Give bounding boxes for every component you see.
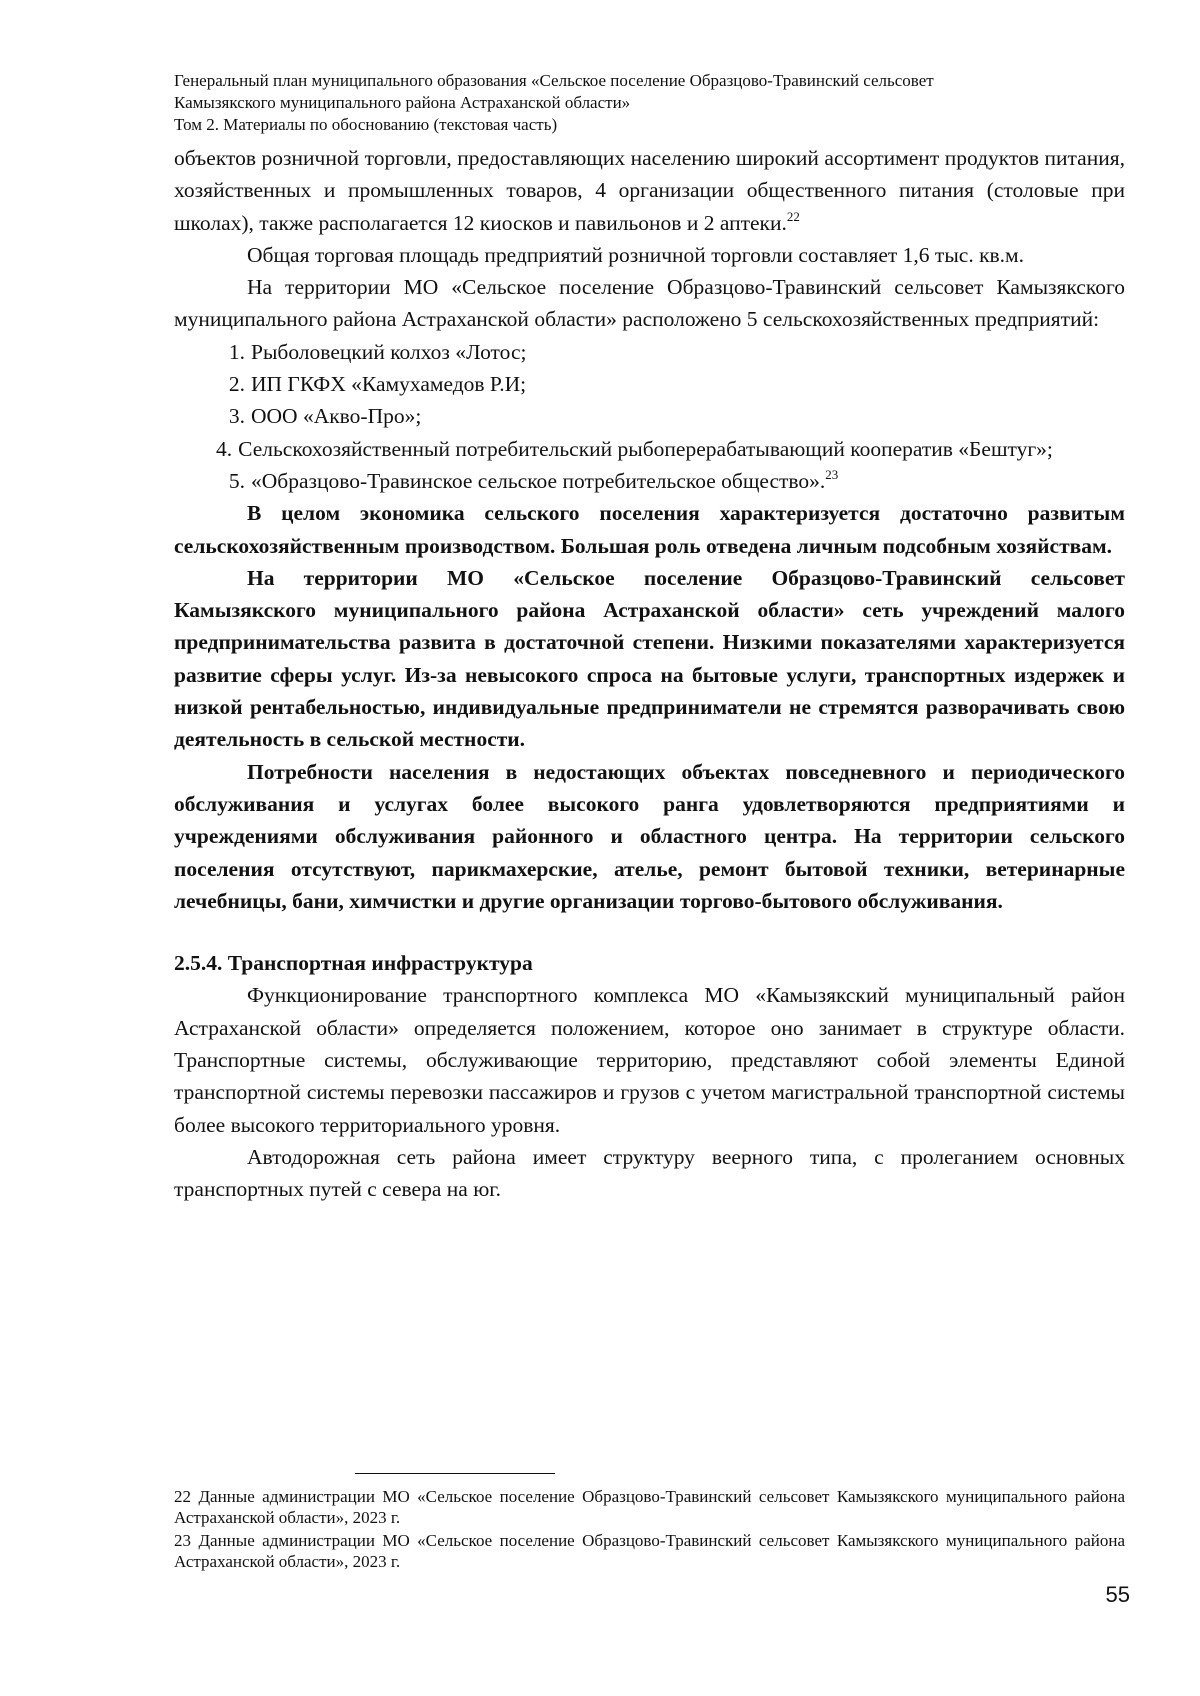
paragraph-small-business: На территории МО «Сельское поселение Образцово-Травинский сельсовет Камызякского муниципального района Астраханской области» сеть учреждений малого предпринимательства развита в достаточной степени. Низкими показателями характеризуется развитие сферы услуг. Из-за невысокого спроса на бытовые услуги, транспортных издержек и низкой рентабельностью, индивидуальные предприниматели не стремятся разворачивать свою деятельность в сельской местности. (174, 565, 1125, 752)
list-item (174, 400, 1125, 432)
header-line-2: Камызякского муниципального района Астраханской области» (174, 93, 631, 112)
footnote (174, 1486, 1125, 1528)
list-item-number: 5. (228, 468, 245, 493)
list-item (174, 336, 1125, 368)
footnote-text: Данные администрации МО «Сельское поселение Образцово-Травинский сельсовет Камызякского муниципального района Астраханской области», 2023 г. (174, 1487, 1126, 1527)
list-item-text: «Образцово-Травинское сельское потребительское общество». (251, 468, 826, 493)
list-item-text: Рыболовецкий колхоз «Лотос; (251, 339, 527, 364)
paragraph-road-network: Автодорожная сеть района имеет структуру веерного типа, с пролеганием основных транспортных путей с севера на юг. (174, 1144, 1125, 1202)
header-line-1: Генеральный план муниципального образования «Сельское поселение Образцово-Травинский сельсовет (174, 71, 934, 90)
paragraph-retail-area: Общая торговая площадь предприятий розничной торговли составляет 1,6 тыс. кв.м. (247, 242, 1025, 267)
running-header (174, 70, 1134, 136)
list-item-text: ООО «Акво-Про»; (251, 404, 422, 429)
section-gap (174, 917, 1125, 947)
footnote-number: 22 (174, 1487, 191, 1506)
list-item (174, 368, 1125, 400)
list-item-text: ИП ГКФХ «Камухамедов Р.И; (251, 372, 527, 397)
header-line-3: Том 2. Материалы по обоснованию (текстовая часть) (174, 115, 558, 134)
footnotes (174, 1486, 1125, 1574)
paragraph-services-needs: Потребности населения в недостающих объектах повседневного и периодического обслуживания и услугах более высокого ранга удовлетворяются предприятиями и учреждениями обслуживания районного и областного центра. На территории сельского поселения отсутствуют, парикмахерские, ателье, ремонт бытовой техники, ветеринарные лечебницы, бани, химчистки и другие организации торгово-бытового обслуживания. (174, 759, 1125, 913)
footnote-ref-23[interactable]: 23 (825, 466, 839, 482)
paragraph-retail (174, 142, 1125, 239)
section-heading: 2.5.4. Транспортная инфраструктура (174, 951, 533, 976)
footnote-text: Данные администрации МО «Сельское поселение Образцово-Травинский сельсовет Камызякского муниципального района Астраханской области», 2023 г. (174, 1531, 1126, 1571)
list-item-number: 2. (228, 372, 245, 397)
list-item-number: 1. (228, 339, 245, 364)
list-item (174, 465, 1125, 497)
list-item-text-wrapper (251, 465, 1125, 497)
paragraph-economy-summary: В целом экономика сельского поселения характеризуется достаточно развитым сельскохозяйственным производством. Большая роль отведена личным подсобным хозяйствам. (174, 501, 1125, 558)
footnote (174, 1530, 1125, 1572)
page-number: 55 (1105, 1582, 1130, 1607)
paragraph-transport-complex: Функционирование транспортного комплекса МО «Камызякский муниципальный район Астраханской области» определяется положением, которое оно занимает в структуре области. Транспортные системы, обслуживающие территорию, представляют собой элементы Единой транспортной системы перевозки пассажиров и грузов с учетом магистральной транспортной системы более высокого территориального уровня. (174, 983, 1125, 1137)
list-item-number: 4. (216, 436, 233, 461)
list-item (174, 433, 1125, 465)
paragraph-agri-enterprises: На территории МО «Сельское поселение Образцово-Травинский сельсовет Камызякского муниципального района Астраханской области» расположено 5 сельскохозяйственных предприятий: (174, 275, 1125, 332)
list-item-number: 3. (228, 404, 245, 429)
footnote-number: 23 (174, 1531, 191, 1550)
footnote-separator (355, 1473, 555, 1474)
main-text (174, 142, 1125, 1206)
footnote-ref-22[interactable]: 22 (786, 208, 800, 224)
list-item-text: Сельскохозяйственный потребительский рыбоперерабатывающий кооператив «Бештуг»; (238, 436, 1053, 461)
paragraph-retail-text: объектов розничной торговли, предоставляющих населению широкий ассортимент продуктов питания, хозяйственных и промышленных товаров, 4 организации общественного питания (столовые при школах), также располагается 12 киосков и павильонов и 2 аптеки. (174, 146, 1125, 235)
